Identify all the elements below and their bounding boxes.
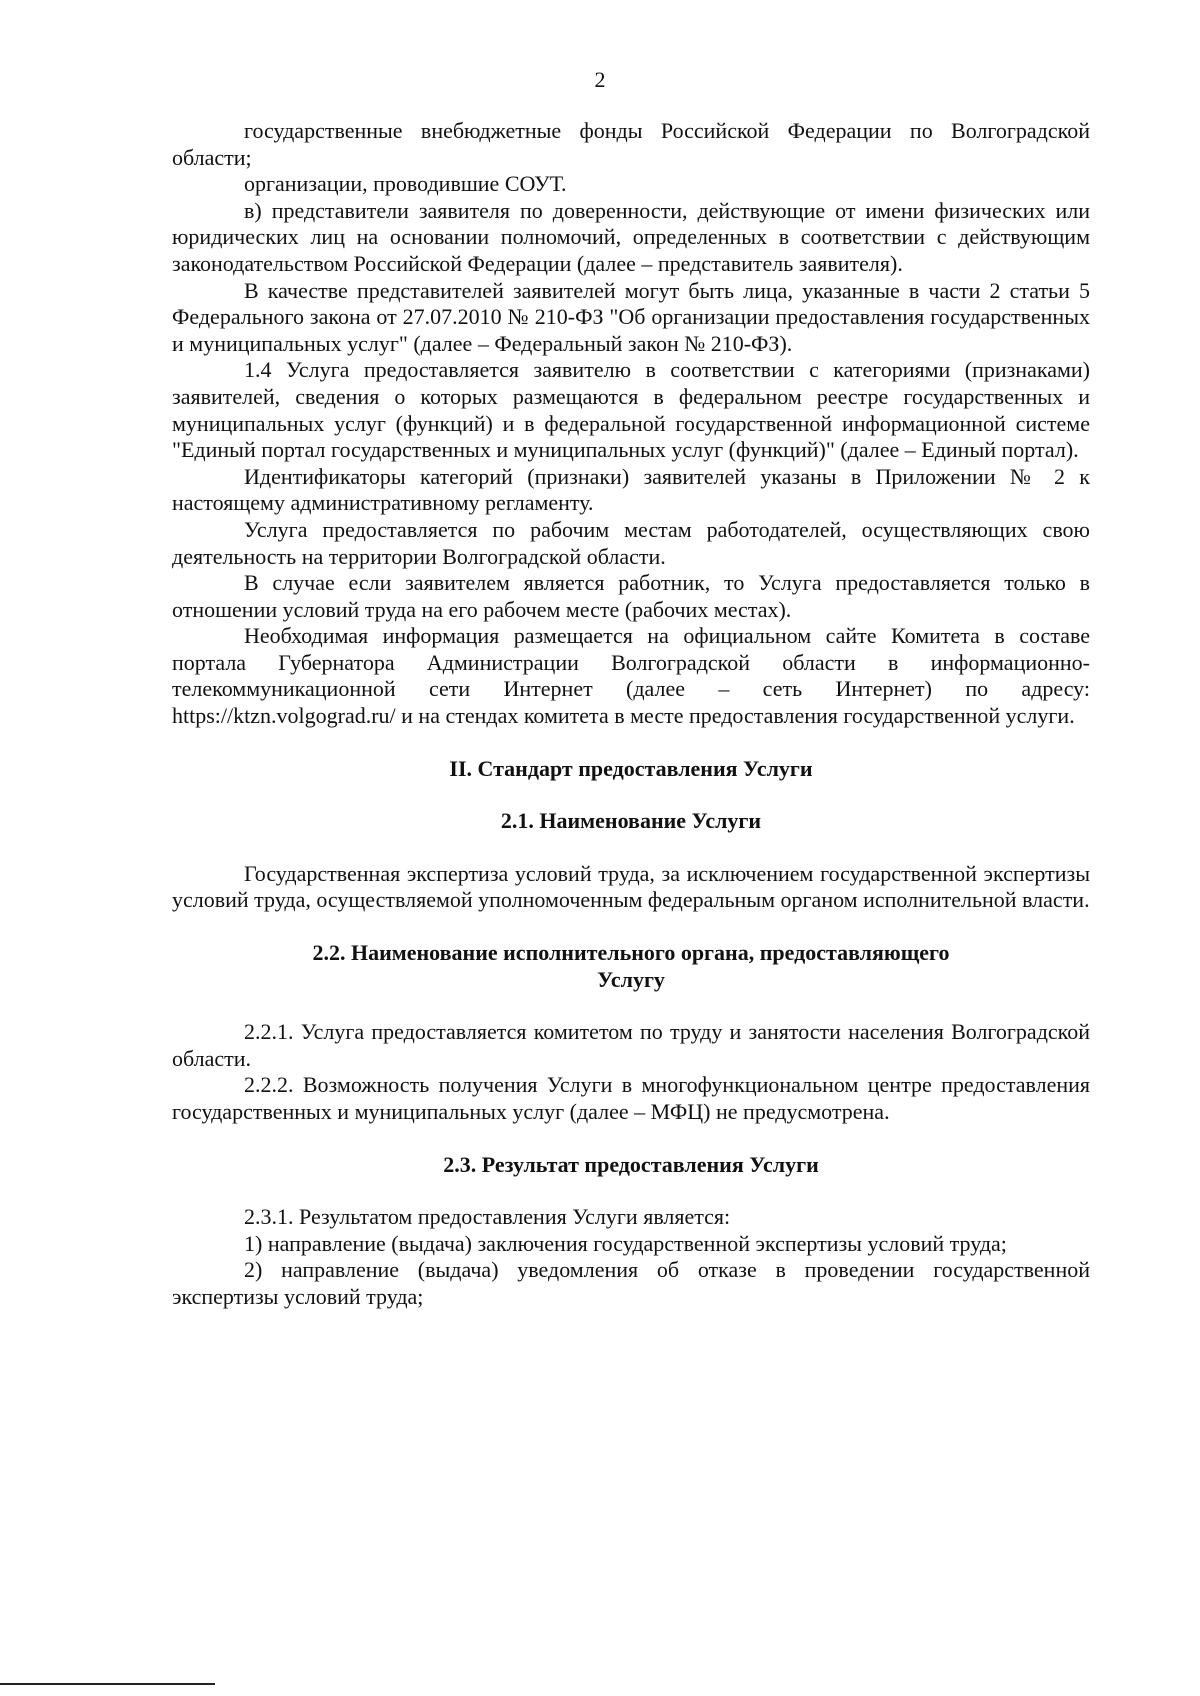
paragraph-information: Необходимая информация размещается на официальном сайте Комитета в составе портала Губернатора Администрации Волгоградской области в информационно-телекоммуникационной сети Интернет (далее – сеть Интернет) по адресу: https://ktzn.volgograd.ru/ и на стендах комитета в месте предоставления государственной услуги.	[172, 623, 1090, 729]
paragraph-sout: организации, проводившие СОУТ.	[244, 171, 567, 197]
heading-2-3: 2.3. Результат предоставления Услуги	[443, 1151, 819, 1177]
paragraph-identifiers: Идентификаторы категорий (признаки) заявителей указаны в Приложении № 2 к настоящему административному регламенту.	[172, 463, 1090, 516]
paragraph-2-3-1-item2: 2) направление (выдача) уведомления об отказе в проведении государственной экспертизы условий труда;	[172, 1257, 1090, 1309]
paragraph-2-2-2: 2.2.2. Возможность получения Услуги в многофункциональном центре предоставления государственных и муниципальных услуг (далее – МФЦ) не предусмотрена.	[172, 1072, 1090, 1124]
footnote-rule	[0, 1683, 215, 1685]
paragraph-workplaces: Услуга предоставляется по рабочим местам работодателей, осуществляющих свою деятельность на территории Волгоградской области.	[172, 516, 1090, 569]
paragraph-representatives: в) представители заявителя по доверенности, действующие от имени физических или юридических лиц на основании полномочий, определенных в соответствии с действующим законодательством Российской Федерации (далее – представитель заявителя).	[172, 197, 1090, 276]
paragraph-2-1: Государственная экспертиза условий труда, за исключением государственной экспертизы условий труда, осуществляемой уполномоченным федеральным органом исполнительной власти.	[172, 860, 1090, 913]
heading-2-2-line1: 2.2. Наименование исполнительного органа, предоставляющего	[312, 940, 950, 966]
heading-2-2-line2: Услугу	[597, 966, 665, 992]
section-title: II. Стандарт предоставления Услуги	[449, 755, 813, 781]
paragraph-funds: государственные внебюджетные фонды Российской Федерации по Волгоградской области;	[172, 118, 1090, 170]
paragraph-2-3-1-item1: 1) направление (выдача) заключения государственной экспертизы условий труда;	[244, 1230, 1007, 1256]
paragraph-2-3-1: 2.3.1. Результатом предоставления Услуги является:	[244, 1204, 731, 1230]
paragraph-representatives-law: В качестве представителей заявителей могут быть лица, указанные в части 2 статьи 5 Федерального закона от 27.07.2010 № 210-ФЗ "Об организации предоставления государственных и муниципальных услуг" (далее – Федеральный закон № 210-ФЗ).	[172, 277, 1090, 356]
heading-2-1: 2.1. Наименование Услуги	[500, 808, 762, 834]
page-number: 2	[594, 67, 606, 92]
document-body	[172, 118, 1090, 1311]
paragraph-worker-case: В случае если заявителем является работник, то Услуга предоставляется только в отношении условий труда на его рабочем месте (рабочих местах).	[172, 570, 1090, 622]
paragraph-2-2-1: 2.2.1. Услуга предоставляется комитетом по труду и занятости населения Волгоградской области.	[172, 1019, 1090, 1071]
paragraph-1-4: 1.4 Услуга предоставляется заявителю в соответствии с категориями (признаками) заявителей, сведения о которых размещаются в федеральном реестре государственных и муниципальных услуг (функций) и в федеральной государственной информационной системе "Единый портал государственных и муниципальных услуг (функций)" (далее – Единый портал).	[172, 357, 1090, 463]
